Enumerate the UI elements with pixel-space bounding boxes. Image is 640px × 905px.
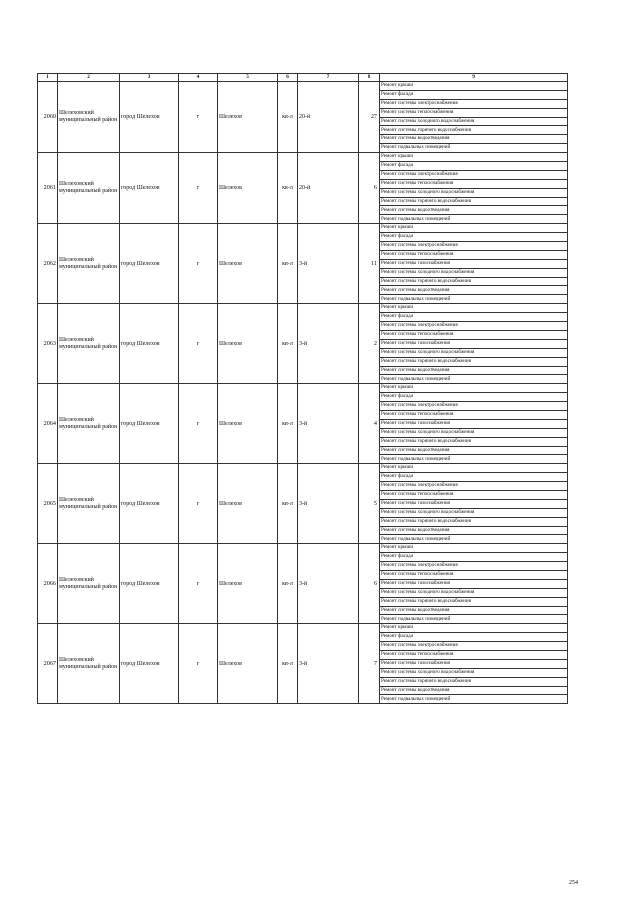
repair-work-item: Ремонт системы электроснабжения — [380, 482, 568, 491]
repair-work-item: Ремонт системы горячего водоснабжения — [380, 126, 568, 135]
street-type: кв-л — [278, 544, 298, 624]
repair-work-item: Ремонт системы холодного водоснабжения — [380, 117, 568, 126]
repair-work-item: Ремонт крыши — [380, 464, 568, 473]
repair-work-item: Ремонт подвальных помещений — [380, 215, 568, 224]
repair-work-item: Ремонт системы холодного водоснабжения — [380, 428, 568, 437]
repair-work-item: Ремонт системы холодного водоснабжения — [380, 508, 568, 517]
apartment-count: 27 — [359, 82, 380, 153]
municipality-name: Шелеховский муниципальный район — [58, 153, 120, 224]
table-row — [38, 304, 568, 313]
repair-work-item: Ремонт подвальных помещений — [380, 695, 568, 704]
locality-name: Шелехов — [218, 384, 278, 464]
repair-work-item: Ремонт крыши — [380, 153, 568, 162]
settlement-type: г — [179, 224, 218, 304]
header-cell: 6 — [278, 74, 298, 82]
apartment-count: 4 — [359, 384, 380, 464]
repair-work-item: Ремонт подвальных помещений — [380, 144, 568, 153]
repair-program-table — [37, 73, 568, 704]
table-row — [38, 153, 568, 162]
repair-work-item: Ремонт системы водоотведения — [380, 206, 568, 215]
record-number: 2067 — [38, 624, 58, 704]
locality-name: Шелехов — [218, 544, 278, 624]
apartment-count: 6 — [359, 153, 380, 224]
repair-work-item: Ремонт системы газоснабжения — [380, 499, 568, 508]
municipality-name: Шелеховский муниципальный район — [58, 304, 120, 384]
header-row — [38, 74, 568, 82]
apartment-count: 7 — [359, 624, 380, 704]
repair-work-item: Ремонт системы холодного водоснабжения — [380, 588, 568, 597]
repair-work-item: Ремонт системы газоснабжения — [380, 659, 568, 668]
settlement-type: г — [179, 464, 218, 544]
repair-work-item: Ремонт крыши — [380, 224, 568, 233]
municipality-name: Шелеховский муниципальный район — [58, 384, 120, 464]
table-row — [38, 82, 568, 91]
record-number: 2061 — [38, 153, 58, 224]
settlement-type: г — [179, 624, 218, 704]
locality-name: Шелехов — [218, 224, 278, 304]
house-number: 3-й — [298, 384, 359, 464]
house-number: 3-й — [298, 624, 359, 704]
repair-work-item: Ремонт системы горячего водоснабжения — [380, 437, 568, 446]
street-type: кв-л — [278, 624, 298, 704]
repair-work-item: Ремонт системы теплоснабжения — [380, 651, 568, 660]
apartment-count: 5 — [359, 464, 380, 544]
street-type: кв-л — [278, 153, 298, 224]
header-cell: 3 — [120, 74, 179, 82]
street-type: кв-л — [278, 224, 298, 304]
locality-name: Шелехов — [218, 304, 278, 384]
repair-work-item: Ремонт системы горячего водоснабжения — [380, 517, 568, 526]
settlement-type: г — [179, 544, 218, 624]
repair-work-item: Ремонт системы водоотведения — [380, 526, 568, 535]
house-number: 3-й — [298, 544, 359, 624]
apartment-count: 6 — [359, 544, 380, 624]
settlement-type: г — [179, 82, 218, 153]
header-cell: 9 — [380, 74, 568, 82]
repair-work-item: Ремонт системы электроснабжения — [380, 170, 568, 179]
settlement-name: город Шелехов — [120, 384, 179, 464]
street-type: кв-л — [278, 304, 298, 384]
municipality-name: Шелеховский муниципальный район — [58, 464, 120, 544]
header-cell: 1 — [38, 74, 58, 82]
repair-work-item: Ремонт системы электроснабжения — [380, 99, 568, 108]
street-type: кв-л — [278, 464, 298, 544]
repair-work-item: Ремонт фасада — [380, 553, 568, 562]
settlement-name: город Шелехов — [120, 624, 179, 704]
table-row — [38, 544, 568, 553]
table-row — [38, 224, 568, 233]
house-number: 20-й — [298, 153, 359, 224]
house-number: 3-й — [298, 224, 359, 304]
repair-work-item: Ремонт системы теплоснабжения — [380, 570, 568, 579]
repair-work-item: Ремонт системы теплоснабжения — [380, 179, 568, 188]
header-cell: 7 — [298, 74, 359, 82]
repair-work-item: Ремонт системы горячего водоснабжения — [380, 197, 568, 206]
repair-work-item: Ремонт крыши — [380, 384, 568, 393]
repair-work-item: Ремонт подвальных помещений — [380, 295, 568, 304]
repair-work-item: Ремонт системы теплоснабжения — [380, 330, 568, 339]
repair-work-item: Ремонт подвальных помещений — [380, 535, 568, 544]
repair-work-item: Ремонт системы холодного водоснабжения — [380, 668, 568, 677]
record-number: 2063 — [38, 304, 58, 384]
repair-work-item: Ремонт системы газоснабжения — [380, 339, 568, 348]
repair-work-item: Ремонт системы горячего водоснабжения — [380, 597, 568, 606]
repair-work-item: Ремонт подвальных помещений — [380, 375, 568, 384]
settlement-name: город Шелехов — [120, 464, 179, 544]
repair-work-item: Ремонт системы электроснабжения — [380, 642, 568, 651]
repair-work-item: Ремонт системы горячего водоснабжения — [380, 677, 568, 686]
repair-work-item: Ремонт системы электроснабжения — [380, 322, 568, 331]
apartment-count: 11 — [359, 224, 380, 304]
header-cell: 5 — [218, 74, 278, 82]
repair-work-item: Ремонт фасада — [380, 233, 568, 242]
locality-name: Шелехов — [218, 624, 278, 704]
record-number: 2065 — [38, 464, 58, 544]
repair-work-item: Ремонт системы водоотведения — [380, 135, 568, 144]
record-number: 2064 — [38, 384, 58, 464]
settlement-type: г — [179, 384, 218, 464]
record-number: 2062 — [38, 224, 58, 304]
settlement-name: город Шелехов — [120, 153, 179, 224]
repair-work-item: Ремонт системы электроснабжения — [380, 242, 568, 251]
locality-name: Шелехов — [218, 153, 278, 224]
settlement-name: город Шелехов — [120, 304, 179, 384]
repair-work-item: Ремонт системы холодного водоснабжения — [380, 188, 568, 197]
municipality-name: Шелеховский муниципальный район — [58, 624, 120, 704]
header-cell: 8 — [359, 74, 380, 82]
repair-work-item: Ремонт системы водоотведения — [380, 686, 568, 695]
repair-work-item: Ремонт крыши — [380, 82, 568, 91]
header-cell: 2 — [58, 74, 120, 82]
repair-work-item: Ремонт системы горячего водоснабжения — [380, 277, 568, 286]
table-header — [38, 74, 568, 82]
locality-name: Шелехов — [218, 82, 278, 153]
repair-work-item: Ремонт подвальных помещений — [380, 455, 568, 464]
record-number: 2060 — [38, 82, 58, 153]
municipality-name: Шелеховский муниципальный район — [58, 544, 120, 624]
table-row — [38, 624, 568, 633]
repair-work-item: Ремонт фасада — [380, 473, 568, 482]
repair-work-item: Ремонт системы водоотведения — [380, 286, 568, 295]
repair-work-item: Ремонт системы водоотведения — [380, 446, 568, 455]
street-type: кв-л — [278, 82, 298, 153]
municipality-name: Шелеховский муниципальный район — [58, 224, 120, 304]
repair-work-item: Ремонт фасада — [380, 393, 568, 402]
settlement-name: город Шелехов — [120, 82, 179, 153]
table-row — [38, 464, 568, 473]
repair-work-item: Ремонт системы электроснабжения — [380, 402, 568, 411]
house-number: 3-й — [298, 304, 359, 384]
apartment-count: 2 — [359, 304, 380, 384]
repair-work-item: Ремонт системы газоснабжения — [380, 259, 568, 268]
repair-work-item: Ремонт системы горячего водоснабжения — [380, 357, 568, 366]
repair-work-item: Ремонт системы теплоснабжения — [380, 490, 568, 499]
table-row — [38, 384, 568, 393]
municipality-name: Шелеховский муниципальный район — [58, 82, 120, 153]
house-number: 3-й — [298, 464, 359, 544]
header-cell: 4 — [179, 74, 218, 82]
repair-work-item: Ремонт подвальных помещений — [380, 615, 568, 624]
settlement-type: г — [179, 153, 218, 224]
street-type: кв-л — [278, 384, 298, 464]
repair-work-item: Ремонт фасада — [380, 162, 568, 171]
repair-work-item: Ремонт системы холодного водоснабжения — [380, 268, 568, 277]
repair-work-item: Ремонт системы газоснабжения — [380, 579, 568, 588]
repair-work-item: Ремонт системы холодного водоснабжения — [380, 348, 568, 357]
repair-work-item: Ремонт фасада — [380, 633, 568, 642]
repair-work-item: Ремонт системы газоснабжения — [380, 419, 568, 428]
repair-work-item: Ремонт системы теплоснабжения — [380, 250, 568, 259]
settlement-name: город Шелехов — [120, 224, 179, 304]
repair-work-item: Ремонт системы водоотведения — [380, 606, 568, 615]
house-number: 20-й — [298, 82, 359, 153]
page-number: 254 — [569, 880, 578, 886]
repair-work-item: Ремонт крыши — [380, 304, 568, 313]
repair-work-item: Ремонт системы электроснабжения — [380, 562, 568, 571]
settlement-type: г — [179, 304, 218, 384]
repair-work-item: Ремонт системы теплоснабжения — [380, 108, 568, 117]
repair-work-item: Ремонт фасада — [380, 90, 568, 99]
locality-name: Шелехов — [218, 464, 278, 544]
repair-work-item: Ремонт крыши — [380, 544, 568, 553]
table-body — [38, 82, 568, 704]
record-number: 2066 — [38, 544, 58, 624]
repair-work-item: Ремонт фасада — [380, 313, 568, 322]
repair-work-item: Ремонт системы теплоснабжения — [380, 410, 568, 419]
repair-work-item: Ремонт крыши — [380, 624, 568, 633]
repair-work-item: Ремонт системы водоотведения — [380, 366, 568, 375]
settlement-name: город Шелехов — [120, 544, 179, 624]
